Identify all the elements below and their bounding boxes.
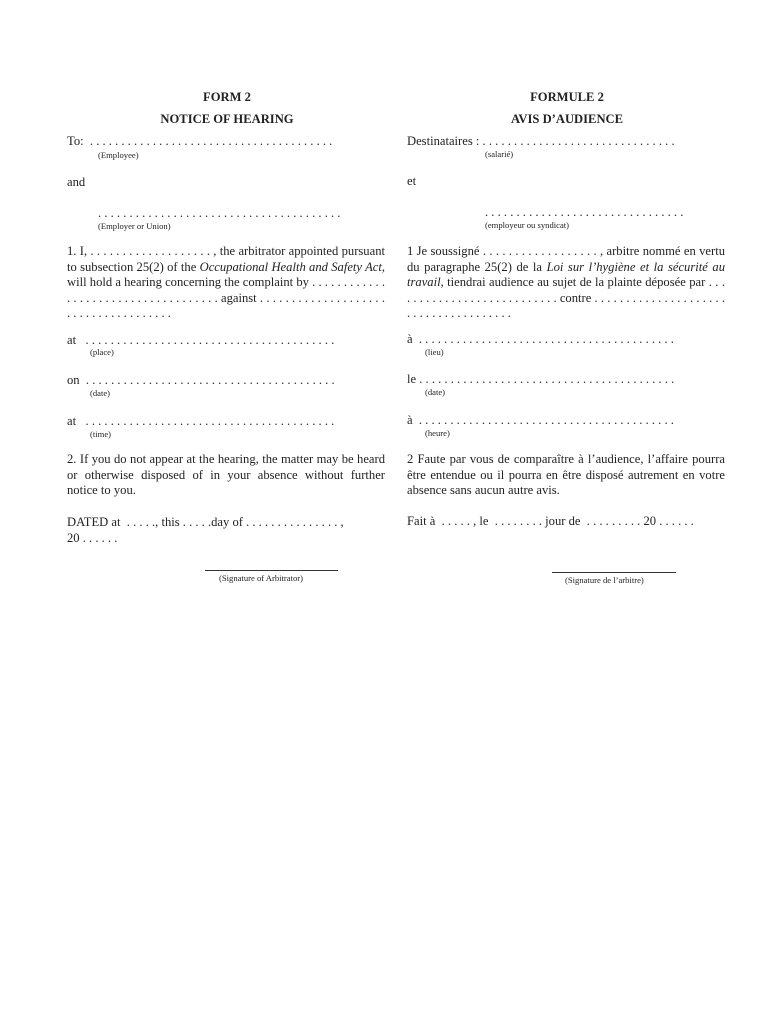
employer-line: . . . . . . . . . . . . . . . . . . . . . . . . . . . . . . . . . . . . . . .	[98, 206, 341, 220]
dated-line-fr: Fait à . . . . . , le . . . . . . . . jour de . . . . . . . . . 20 . . . . . .	[407, 514, 694, 528]
employee-caption: (Employee)	[98, 150, 139, 160]
act-title-fr: Loi sur l’hygiène et la sécurité au travail	[407, 259, 725, 289]
paragraph-1-fr	[407, 244, 725, 322]
time-line: at . . . . . . . . . . . . . . . . . . . . . . . . . . . . . . . . . . . . . . . .	[67, 414, 335, 428]
to-line: To: . . . . . . . . . . . . . . . . . . . . . . . . . . . . . . . . . . . . . . .	[67, 134, 333, 148]
signature-line	[205, 570, 338, 571]
place-line-fr: à . . . . . . . . . . . . . . . . . . . . . . . . . . . . . . . . . . . . . . . . .	[407, 332, 674, 346]
place-line: at . . . . . . . . . . . . . . . . . . . . . . . . . . . . . . . . . . . . . . . .	[67, 333, 335, 347]
to-line-fr: Destinataires : . . . . . . . . . . . . . . . . . . . . . . . . . . . . . . .	[407, 134, 675, 148]
form-title: FORM 2	[203, 90, 251, 104]
employee-caption-fr: (salarié)	[485, 149, 514, 159]
paragraph-1-end-fr: , tiendrai audience au sujet de la plainte déposée par . . . . . . . . . . . . . . . . . . . . . . . . . . . contre . . . . . . . . . . . . . . . . . . . . . . . . . . . . . . . . . . . . . .	[407, 275, 725, 320]
time-caption-fr: (heure)	[425, 428, 450, 438]
paragraph-2: 2. If you do not appear at the hearing, the matter may be heard or otherwise disposed of in your absence without further notice to you.	[67, 452, 385, 497]
dated-line: DATED at . . . . ., this . . . . .day of . . . . . . . . . . . . . . . ,	[67, 515, 344, 529]
date-caption: (date)	[90, 388, 111, 398]
paragraph-1-start-fr: 1 Je soussigné . . . . . . . . . . . . . . . . . . , arbitre nommé en vertu du paragraphe 25(2) de la	[407, 244, 725, 274]
employer-caption: (Employer or Union)	[98, 221, 171, 231]
signature-line-fr	[552, 572, 676, 573]
notice-title-fr: AVIS D’AUDIENCE	[510, 112, 624, 126]
date-line: on . . . . . . . . . . . . . . . . . . . . . . . . . . . . . . . . . . . . . . . .	[67, 373, 335, 387]
time-caption: (time)	[90, 429, 111, 439]
place-caption-fr: (lieu)	[425, 347, 444, 357]
time-line-fr: à . . . . . . . . . . . . . . . . . . . . . . . . . . . . . . . . . . . . . . . . .	[407, 413, 674, 427]
signature-caption: (Signature of Arbitrator)	[219, 573, 304, 583]
date-caption-fr: (date)	[425, 387, 446, 397]
employer-caption-fr: (employeur ou syndicat)	[485, 220, 570, 230]
and-text-fr: et	[407, 174, 417, 188]
paragraph-2-fr: 2 Faute par vous de comparaître à l’audience, l’affaire pourra être entendue ou il pourra en être disposé autrement en votre absence sans aucun autre avis.	[407, 452, 725, 497]
date-line-fr: le . . . . . . . . . . . . . . . . . . . . . . . . . . . . . . . . . . . . . . . . .	[407, 372, 675, 386]
paragraph-1-start: 1. I, . . . . . . . . . . . . . . . . . . . , the arbitrator appointed pursuant to subsection 25(2) of the	[67, 244, 385, 274]
notice-title: NOTICE OF HEARING	[160, 112, 294, 126]
signature-caption-fr: (Signature de l’arbitre)	[565, 575, 644, 585]
act-title: Occupational Health and Safety Act	[199, 259, 382, 274]
dated-year-line: 20 . . . . . .	[67, 531, 118, 545]
place-caption: (place)	[90, 347, 114, 357]
and-text: and	[67, 175, 86, 189]
form-title-fr: FORMULE 2	[530, 90, 604, 104]
paragraph-1-end: , will hold a hearing concerning the complaint by . . . . . . . . . . . . . . . . . . . . . . . . . . . . . . . . . . . . against . . . . . . . . . . . . . . . . . . . . . . . . . . . . . . . . . . . . .	[67, 259, 386, 320]
paragraph-1	[67, 244, 385, 322]
employer-line-fr: . . . . . . . . . . . . . . . . . . . . . . . . . . . . . . . .	[485, 205, 684, 219]
